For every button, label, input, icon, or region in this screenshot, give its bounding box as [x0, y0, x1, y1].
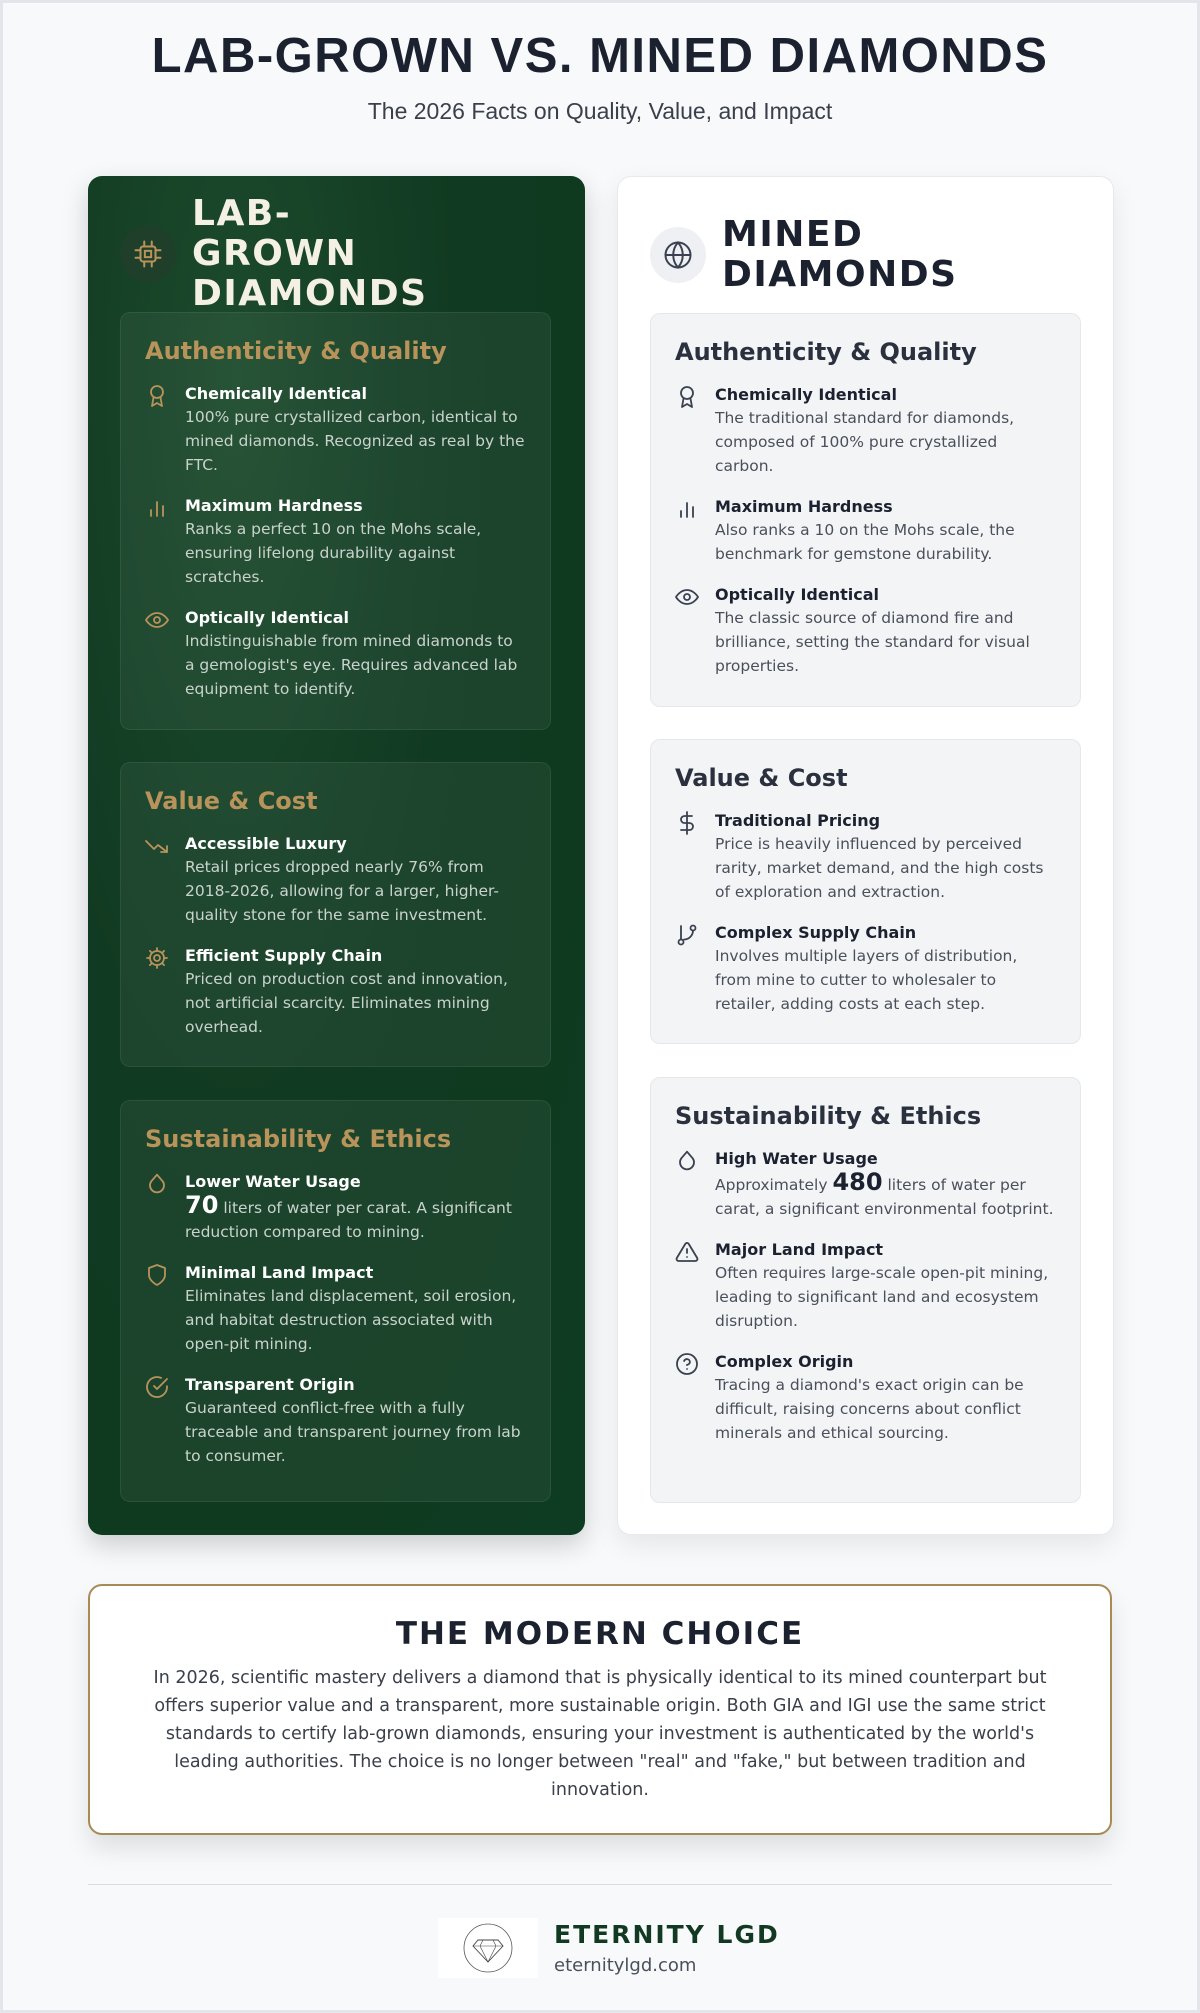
list-item	[675, 1148, 1056, 1221]
item-title: Complex Supply Chain	[715, 923, 917, 942]
page-title: LAB-GROWN VS. MINED DIAMONDS	[151, 29, 1049, 83]
item-desc	[185, 1193, 526, 1244]
item-desc: Guaranteed conflict-free with a fully traceable and transparent journey from lab to consumer.	[185, 1399, 521, 1465]
list-item	[675, 1351, 1056, 1445]
lab-grown-column	[88, 176, 585, 1535]
brand-url[interactable]: eternitylgd.com	[554, 1955, 697, 1976]
bar-chart-icon	[675, 497, 699, 521]
list-item	[145, 607, 526, 701]
bar-chart-icon	[145, 496, 169, 520]
item-title: Minimal Land Impact	[185, 1263, 374, 1282]
section-title: Sustainability & Ethics	[145, 1125, 452, 1153]
section-title: Value & Cost	[145, 787, 318, 815]
item-desc: Retail prices dropped nearly 76% from 2018-2026, allowing for a larger, higher-quality stone for the same investment.	[185, 858, 499, 924]
item-title: Major Land Impact	[715, 1240, 884, 1259]
item-title: Optically Identical	[715, 585, 879, 604]
item-title: Complex Origin	[715, 1352, 854, 1371]
item-title: Maximum Hardness	[715, 497, 893, 516]
dollar-icon	[675, 811, 699, 835]
item-desc: Indistinguishable from mined diamonds to a gemologist's eye. Requires advanced lab equipment to identify.	[185, 632, 518, 698]
item-desc	[715, 1170, 1056, 1221]
item-desc: Tracing a diamond's exact origin can be difficult, raising concerns about conflict minerals and ethical sourcing.	[715, 1376, 1024, 1442]
shield-icon	[145, 1263, 169, 1287]
section-title: Value & Cost	[675, 764, 848, 792]
item-title: Chemically Identical	[185, 384, 367, 403]
lab-grown-title: LAB-GROWN DIAMONDS	[192, 193, 428, 314]
section-title: Sustainability & Ethics	[675, 1102, 982, 1130]
item-desc: Eliminates land displacement, soil erosion, and habitat destruction associated with open-pit mining.	[185, 1287, 517, 1353]
mined-header	[650, 199, 1081, 311]
lab-value-section	[120, 762, 551, 1067]
section-title: Authenticity & Quality	[675, 338, 977, 366]
lab-sustainability-section	[120, 1100, 551, 1502]
item-desc: Priced on production cost and innovation, not artificial scarcity. Eliminates mining overhead.	[185, 970, 508, 1036]
eye-icon	[675, 585, 699, 609]
item-title: Maximum Hardness	[185, 496, 363, 515]
item-desc: Involves multiple layers of distribution, from mine to cutter to wholesaler to retailer, adding costs at each step.	[715, 947, 1018, 1013]
list-item	[675, 496, 1056, 566]
choice-title: THE MODERN CHOICE	[395, 1616, 805, 1652]
question-icon	[675, 1352, 699, 1376]
section-title: Authenticity & Quality	[145, 337, 447, 365]
footer	[438, 1918, 780, 1978]
chip-icon	[120, 226, 176, 282]
item-title: Efficient Supply Chain	[185, 946, 383, 965]
item-desc: Also ranks a 10 on the Mohs scale, the benchmark for gemstone durability.	[715, 521, 1015, 563]
list-item	[145, 1171, 526, 1244]
branch-icon	[675, 923, 699, 947]
list-item	[145, 495, 526, 589]
droplet-icon	[145, 1172, 169, 1196]
warning-icon	[675, 1240, 699, 1264]
item-title: Traditional Pricing	[715, 811, 881, 830]
mined-title: MINED DIAMONDS	[722, 214, 958, 295]
item-desc: The classic source of diamond fire and brilliance, setting the standard for visual properties.	[715, 609, 1030, 675]
item-title: Lower Water Usage	[185, 1172, 361, 1191]
item-desc: The traditional standard for diamonds, composed of 100% pure crystallized carbon.	[715, 409, 1015, 475]
list-item	[675, 584, 1056, 678]
page-subtitle: The 2026 Facts on Quality, Value, and Impact	[367, 98, 833, 124]
mined-authenticity-section	[650, 313, 1081, 707]
list-item	[145, 1374, 526, 1468]
modern-choice-card	[88, 1584, 1112, 1835]
list-item	[675, 384, 1056, 478]
trending-down-icon	[145, 834, 169, 858]
gear-icon	[145, 946, 169, 970]
list-item	[145, 1262, 526, 1356]
mined-sustainability-section	[650, 1077, 1081, 1503]
brand-name: ETERNITY LGD	[554, 1920, 780, 1949]
brand-logo	[438, 1918, 538, 1978]
lab-authenticity-section	[120, 312, 551, 730]
item-title: Chemically Identical	[715, 385, 897, 404]
eye-icon	[145, 608, 169, 632]
mined-value-section	[650, 739, 1081, 1044]
water-usage-value: 480	[832, 1168, 883, 1196]
award-icon	[145, 384, 169, 408]
choice-text: In 2026, scientific mastery delivers a diamond that is physically identical to its mined counterpart but offers superior value and a transparent, more sustainable origin. Both GIA and IGI use the same strict standards to certify lab-grown diamonds, ensuring your investment is authenticated by the world's leading authorities. The choice is no longer between "real" and "fake," but between tradition and innovation.	[153, 1668, 1047, 1800]
list-item	[145, 833, 526, 927]
item-desc: Ranks a perfect 10 on the Mohs scale, ensuring lifelong durability against scratches.	[185, 520, 482, 586]
item-desc: 100% pure crystallized carbon, identical to mined diamonds. Recognized as real by the FTC.	[185, 408, 525, 474]
item-title: High Water Usage	[715, 1149, 878, 1168]
list-item	[675, 922, 1056, 1016]
award-icon	[675, 385, 699, 409]
item-title: Accessible Luxury	[185, 834, 347, 853]
item-desc: Price is heavily influenced by perceived rarity, market demand, and the high costs of exploration and extraction.	[715, 835, 1044, 901]
check-circle-icon	[145, 1375, 169, 1399]
item-desc-text: liters of water per carat. A significant reduction compared to mining.	[185, 1199, 512, 1241]
droplet-icon	[675, 1149, 699, 1173]
item-title: Transparent Origin	[185, 1375, 355, 1394]
lab-grown-header	[120, 193, 553, 314]
item-title: Optically Identical	[185, 608, 349, 627]
item-desc-prefix: Approximately	[715, 1176, 828, 1194]
water-usage-value: 70	[185, 1191, 219, 1219]
mined-column	[617, 176, 1114, 1535]
list-item	[675, 810, 1056, 904]
list-item	[145, 383, 526, 477]
globe-icon	[650, 227, 706, 283]
item-desc-text: liters of water per carat, a significant environmental footprint.	[715, 1176, 1054, 1218]
page-header	[0, 28, 1200, 125]
list-item	[145, 945, 526, 1039]
footer-divider	[88, 1884, 1112, 1885]
item-desc: Often requires large-scale open-pit mining, leading to significant land and ecosystem disruption.	[715, 1264, 1049, 1330]
list-item	[675, 1239, 1056, 1333]
